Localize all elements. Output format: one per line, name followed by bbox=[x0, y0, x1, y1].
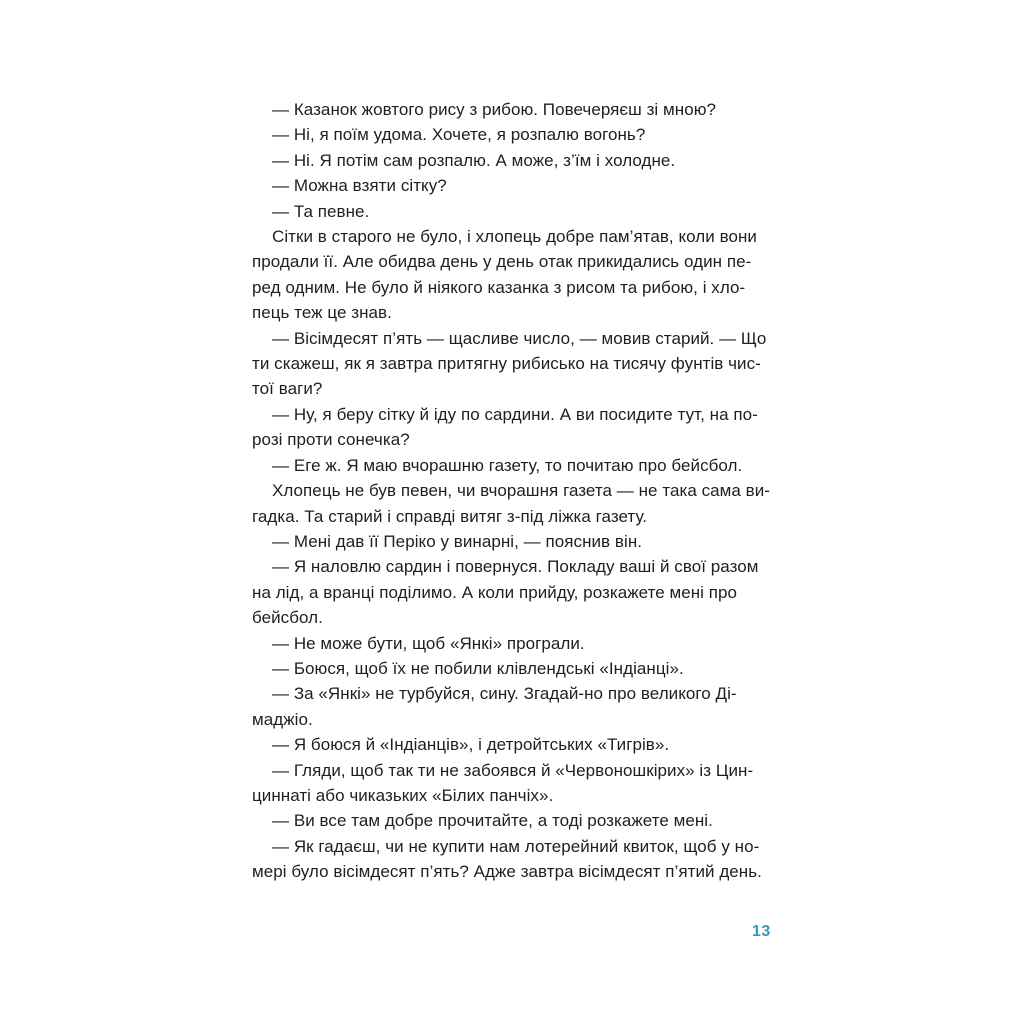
paragraph: — Я боюся й «Індіанців», і детройтських «Тигрів». bbox=[272, 735, 670, 755]
paragraph: — Ви все там добре прочитайте, а тоді розкажете мені. bbox=[272, 811, 713, 831]
paragraph: — Можна взяти сітку? bbox=[272, 176, 447, 196]
paragraph: — Я наловлю сардин і повернуся. Покладу ваші й свої разом на лід, а вранці поділимо. А коли прийду, розкажете мені про бейсбол. bbox=[252, 557, 759, 628]
paragraph: — Боюся, щоб їх не побили клівлендські «Індіанці». bbox=[272, 658, 684, 678]
paragraph: — Та певне. bbox=[272, 201, 370, 221]
page-number: 13 bbox=[752, 923, 771, 940]
paragraph: — Казанок жовтого рису з рибою. Повечеряєш зі мною? bbox=[272, 100, 717, 119]
paragraph: — Еге ж. Я маю вчорашню газету, то почитаю про бейсбол. bbox=[272, 455, 743, 475]
paragraph: — Ні, я поїм удома. Хочете, я розпалю вогонь? bbox=[272, 125, 646, 145]
paragraph: — Ні. Я потім сам розпалю. А може, з’їм і холодне. bbox=[272, 150, 676, 170]
body-text bbox=[252, 97, 772, 885]
paragraph: — Не може бути, щоб «Янкі» програли. bbox=[272, 633, 585, 653]
paragraph: Хлопець не був певен, чи вчорашня газета — не така сама ви- гадка. Та старий і справді витяг з-під ліжка газету. bbox=[252, 481, 771, 526]
paragraph: — За «Янкі» не турбуйся, сину. Згадай-но про великого Ді- маджіо. bbox=[252, 684, 737, 729]
paragraph: — Ну, я беру сітку й іду по сардини. А ви посидите тут, на по- розі проти сонечка? bbox=[252, 404, 758, 450]
paragraph: — Вісімдесят п’ять — щасливе число, — мовив старий. — Що ти скажеш, як я завтра притягну рибисько на тисячу фунтів чис- тої ваги? bbox=[252, 328, 767, 399]
paragraph: Сітки в старого не було, і хлопець добре пам’ятав, коли вони продали її. Але обидва день у день отак прикидались один пе- ред одним. Не було й ніякого казанка з рисом та рибою, і хло- пець теж це знав. bbox=[252, 227, 757, 323]
paragraph: — Гляди, щоб так ти не забоявся й «Червоношкірих» із Цин- циннаті або чиказьких «Білих панчіх». bbox=[252, 760, 754, 805]
paragraph: — Як гадаєш, чи не купити нам лотерейний квиток, щоб у но- мері було вісімдесят п’ять? Адже завтра вісімдесят п’ятий день. bbox=[252, 836, 762, 882]
paragraph: — Мені дав її Періко у винарні, — пояснив він. bbox=[272, 531, 643, 551]
